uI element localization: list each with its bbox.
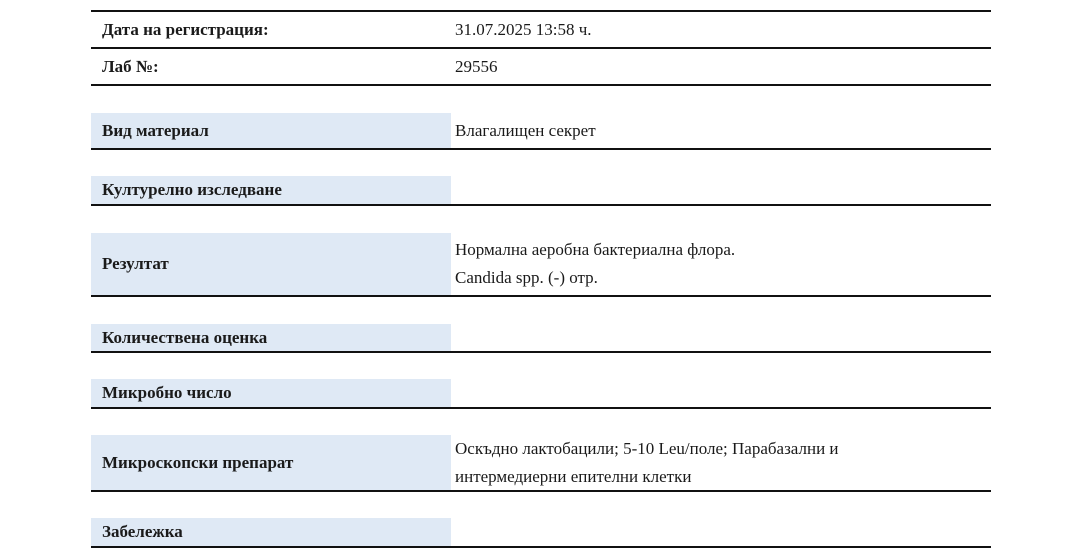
registration-date-label: Дата на регистрация:	[102, 19, 269, 39]
lab-number-label: Лаб №:	[102, 56, 159, 76]
quantitative-row	[91, 324, 991, 351]
lab-number-row	[91, 49, 991, 84]
note-row	[91, 518, 991, 546]
material-row	[91, 113, 991, 148]
note-value	[451, 518, 991, 546]
note-label: Забележка	[91, 518, 451, 546]
material-value: Влагалищен секрет	[455, 120, 596, 140]
registration-date-row	[91, 12, 991, 47]
material-label: Вид материал	[91, 113, 451, 148]
result-line: Нормална аеробна бактериална флора.	[455, 240, 736, 259]
culture-label: Културелно изследване	[91, 176, 451, 204]
microbial-count-value	[451, 379, 991, 407]
row-divider	[91, 351, 991, 353]
row-divider	[91, 407, 991, 409]
row-divider	[91, 204, 991, 206]
quantitative-label: Количествена оценка	[91, 324, 451, 351]
result-line: Candida spp. (-) отр.	[455, 268, 598, 287]
row-divider	[91, 546, 991, 548]
microscopy-line: Оскъдно лактобацили; 5-10 Leu/поле; Парабазални и	[455, 438, 839, 458]
row-divider	[91, 490, 991, 492]
row-divider	[91, 295, 991, 297]
result-row	[91, 233, 991, 295]
quantitative-value	[451, 324, 991, 351]
result-label: Резултат	[91, 233, 451, 295]
microscopy-label: Микроскопски препарат	[91, 435, 451, 490]
microscopy-line: интермедиерни епителни клетки	[455, 466, 692, 486]
culture-row	[91, 176, 991, 204]
microbial-count-label: Микробно число	[91, 379, 451, 407]
microscopy-row	[91, 435, 991, 490]
registration-date-value: 31.07.2025 13:58 ч.	[455, 19, 592, 39]
row-divider	[91, 84, 991, 86]
culture-value	[451, 176, 991, 204]
lab-number-value: 29556	[455, 56, 498, 76]
microbial-count-row	[91, 379, 991, 407]
result-value	[451, 233, 991, 295]
row-divider	[91, 148, 991, 150]
microscopy-value	[451, 435, 991, 490]
